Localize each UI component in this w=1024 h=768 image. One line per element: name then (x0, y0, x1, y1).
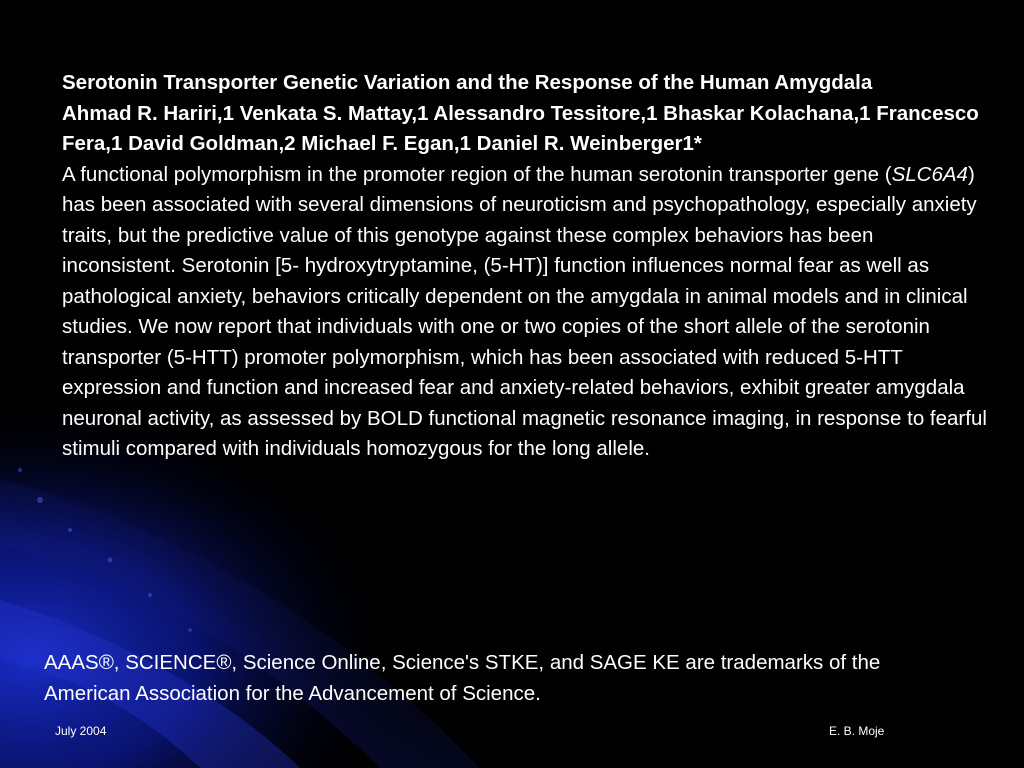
abstract-text-start: A functional polymorphism in the promoter region of the human serotonin transporter gene ( (62, 162, 892, 186)
paper-abstract (62, 160, 987, 465)
footer-author: E. B. Moje (829, 724, 885, 738)
trademark-notice: AAAS®, SCIENCE®, Science Online, Science's STKE, and SAGE KE are trademarks of the American Association for the Advancement of Science. (44, 651, 881, 705)
footer-date: July 2004 (55, 724, 107, 738)
paper-title: Serotonin Transporter Genetic Variation and the Response of the Human Amygdala (62, 71, 873, 94)
main-text-block (62, 68, 987, 465)
paper-authors: Ahmad R. Hariri,1 Venkata S. Mattay,1 Alessandro Tessitore,1 Bhaskar Kolachana,1 Francesco Fera,1 David Goldman,2 Michael F. Egan,1 Daniel R. Weinberger1* (62, 101, 979, 155)
abstract-text-rest: ) has been associated with several dimensions of neuroticism and psychopathology, especially anxiety traits, but the predictive value of this genotype against these complex behaviors has been inconsistent. Serotonin [5- hydroxytryptamine, (5-HT)] function influences normal fear as well as pathological anxiety, behaviors critically dependent on the amygdala in animal models and in clinical studies. We now report that individuals with one or two copies of the short allele of the serotonin transporter (5-HTT) promoter polymorphism, which has been associated with reduced 5-HTT expression and function and increased fear and anxiety-related behaviors, exhibit greater amygdala neuronal activity, as assessed by BOLD functional magnetic resonance imaging, in response to fearful stimuli compared with individuals homozygous for the long allele. (62, 162, 987, 460)
gene-name: SLC6A4 (891, 162, 968, 186)
